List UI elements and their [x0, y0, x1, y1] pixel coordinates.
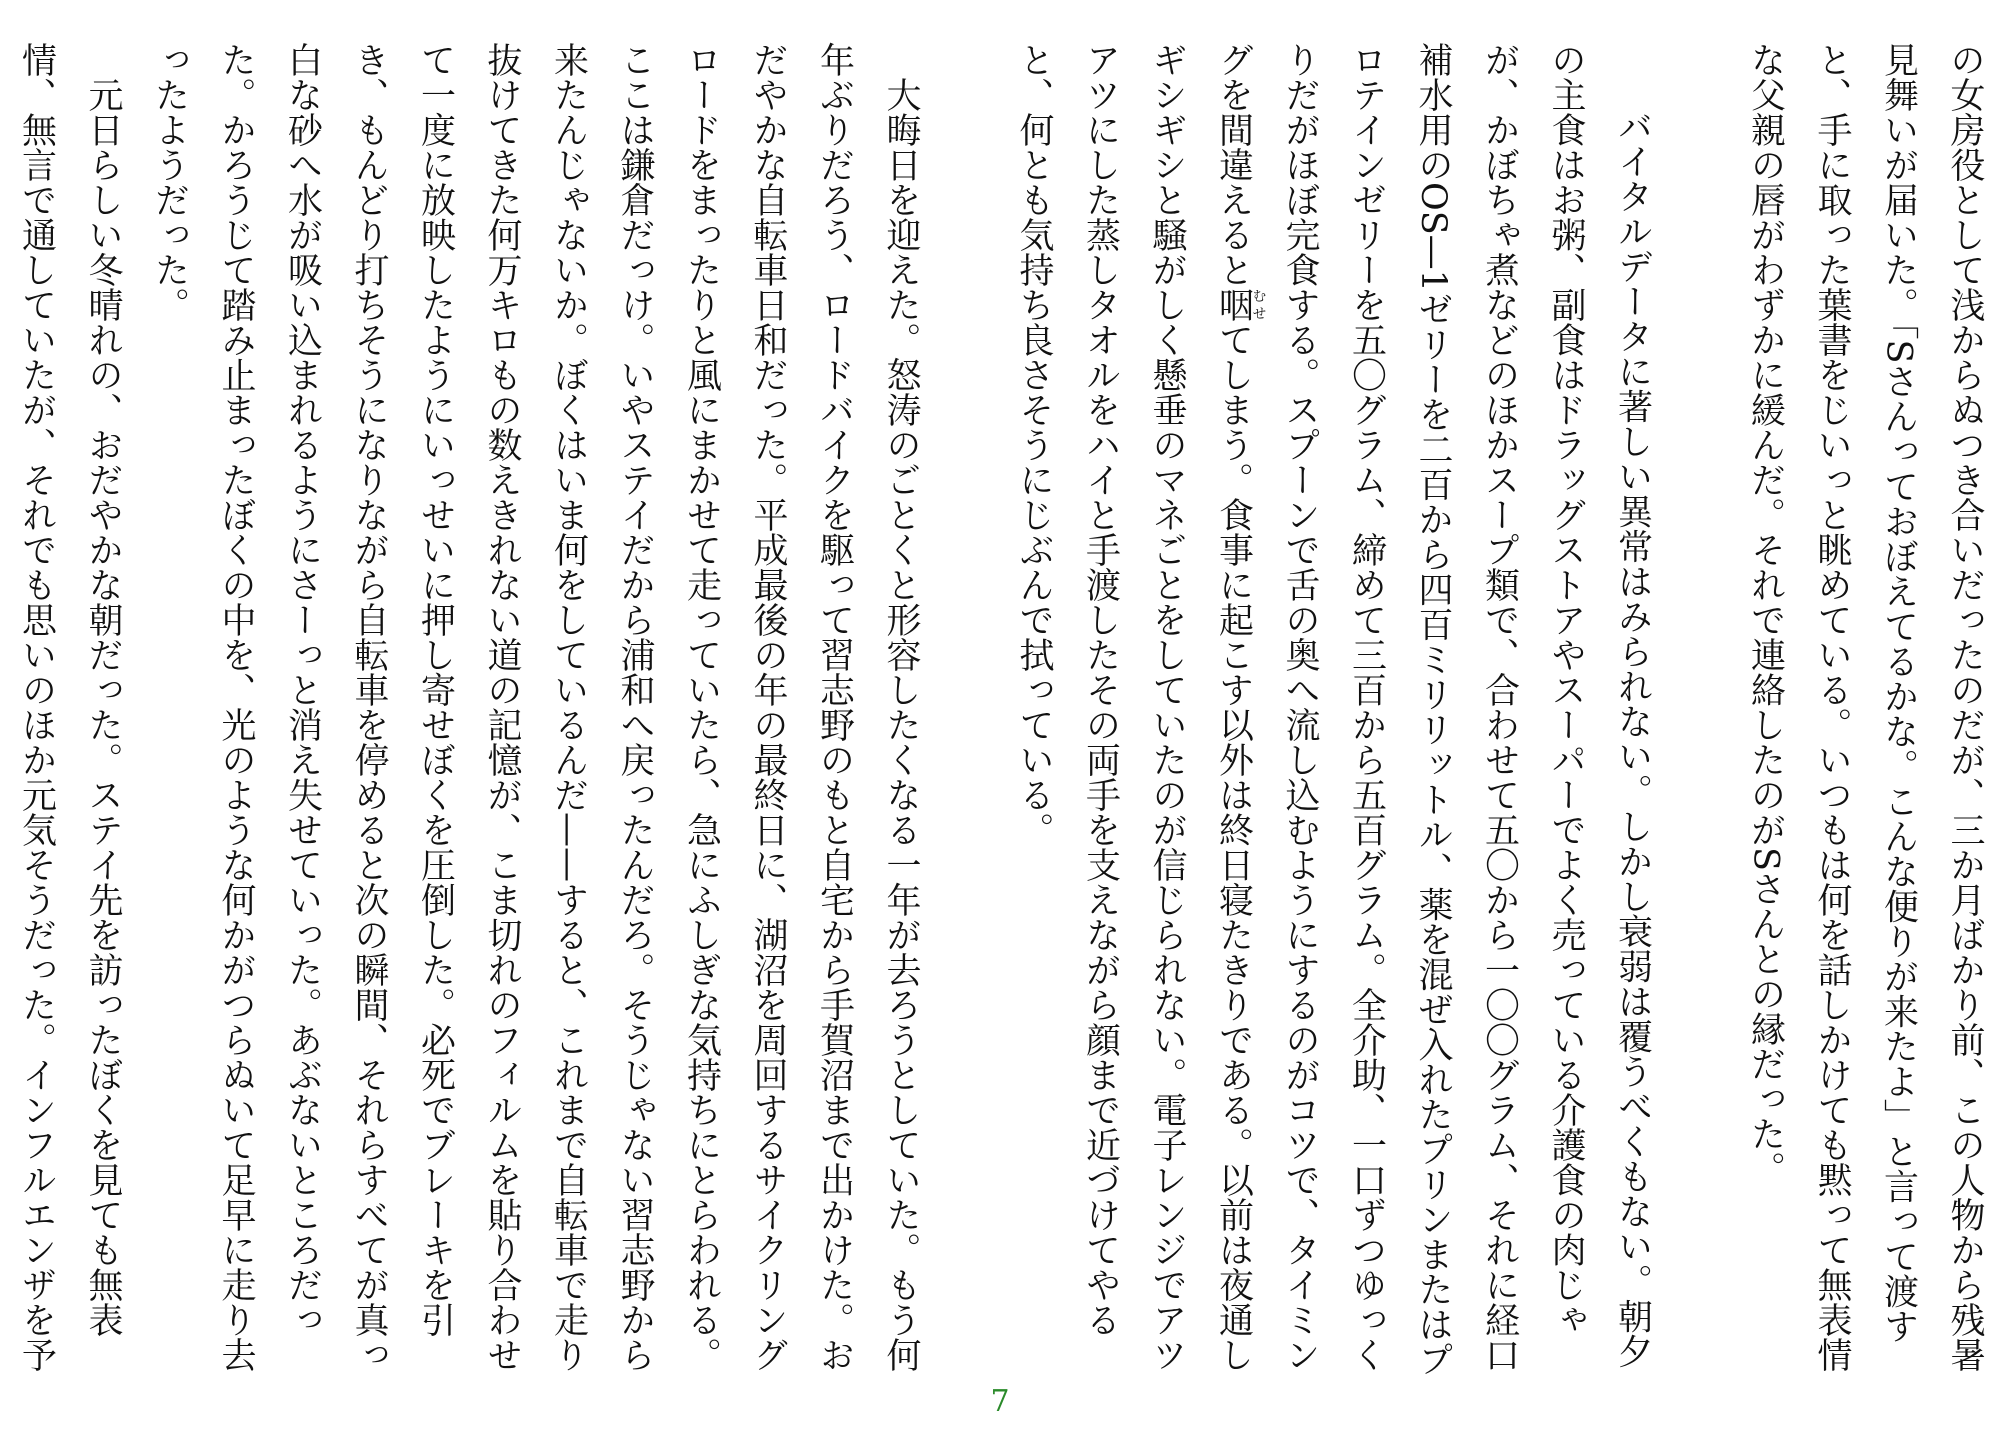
paragraph-2-part-2: てしまう。食事に起こす以外は終日寝たきりである。以前は夜通しギシギシと騒がしく懸垂のマネごとをしていたのが信じられない。電子レンジでアツアツにした蒸しタオルをハイと手渡したその両手を支えながら顔まで近づけてやると、何とも気持ち良さそうにじぶんで拭っている。 — [1014, 42, 1254, 1372]
ruby-base: 咽 — [1213, 287, 1254, 322]
paragraph-2-part-1: バイタルデータに著しい異常はみられない。しかし衰弱は覆うべくもない。朝夕の主食はお粥、副食はドラッグストアやスーパーでよく売っている介護食の肉じゃが、かぼちゃ煮などのほかスープ類で、合わせて五〇から一〇〇グラム、それに経口補水用のOS—1ゼリーを二百から四百ミリリットル、薬を混ぜ入れたプリンまたはプロテインゼリーを五〇グラム、締めて三百から五百グラム。全介助、一口ずつゆっくりだがほぼ完食する。スプーンで舌の奥へ流し込むようにするのがコツで、タイミングを間違えると — [1213, 42, 1653, 1377]
paragraph-3: 大晦日を迎えた。怒涛のごとくと形容したくなる一年が去ろうとしていた。もう何年ぶりだろう、ロードバイクを駆って習志野のもと自宅から手賀沼まで出かけた。おだやかな自転車日和だった。平成最後の年の最終日に、湖沼を周回するサイクリングロードをまったりと風にまかせて走っていたら、急にふしぎな気持ちにとらわれる。ここは鎌倉だっけ。いやステイだから浦和へ戻ったんだろ。そうじゃない習志野から来たんじゃないか。ぼくはいま何をしているんだ——すると、これまで自転車で走り抜けてきた何万キロもの数えきれない道の記憶が、こま切れのフィルムを貼り合わせて一度に放映したようにいっせいに押し寄せぼくを圧倒した。必死でブレーキを引き、もんどり打ちそうになりながら自転車を停めると次の瞬間、それらすべてが真っ白な砂へ水が吸い込まれるようにさーっと消え失せていった。あぶないところだった。かろうじて踏み止まったぼくの中を、光のような何かがつらぬいて足早に走り去ったようだった。 — [149, 42, 921, 1372]
ruby-annotation — [1213, 287, 1267, 322]
paragraph-2 — [934, 42, 1732, 1382]
paragraph-4: 元日らしい冬晴れの、おだやかな朝だった。ステイ先を訪ったぼくを見ても無表情、無言で通していたが、それでも思いのほか元気そうだった。インフルエンザを予 — [16, 42, 123, 1372]
paragraph-1: の女房役として浅からぬつき合いだったのだが、三か月ばかり前、この人物から残暑見舞いが届いた。「Sさんっておぼえてるかな。こんな便りが来たよ」と言って渡すと、手に取った葉書をじいっと眺めている。いつもは何を話しかけても黙って無表情な父親の唇がわずかに緩んだ。それで連絡したのがSさんとの縁だった。 — [1745, 42, 1985, 1372]
vertical-text-body — [12, 42, 1998, 1382]
ruby-reading: むせ — [1250, 287, 1267, 322]
page-number: 7 — [990, 1384, 1010, 1419]
